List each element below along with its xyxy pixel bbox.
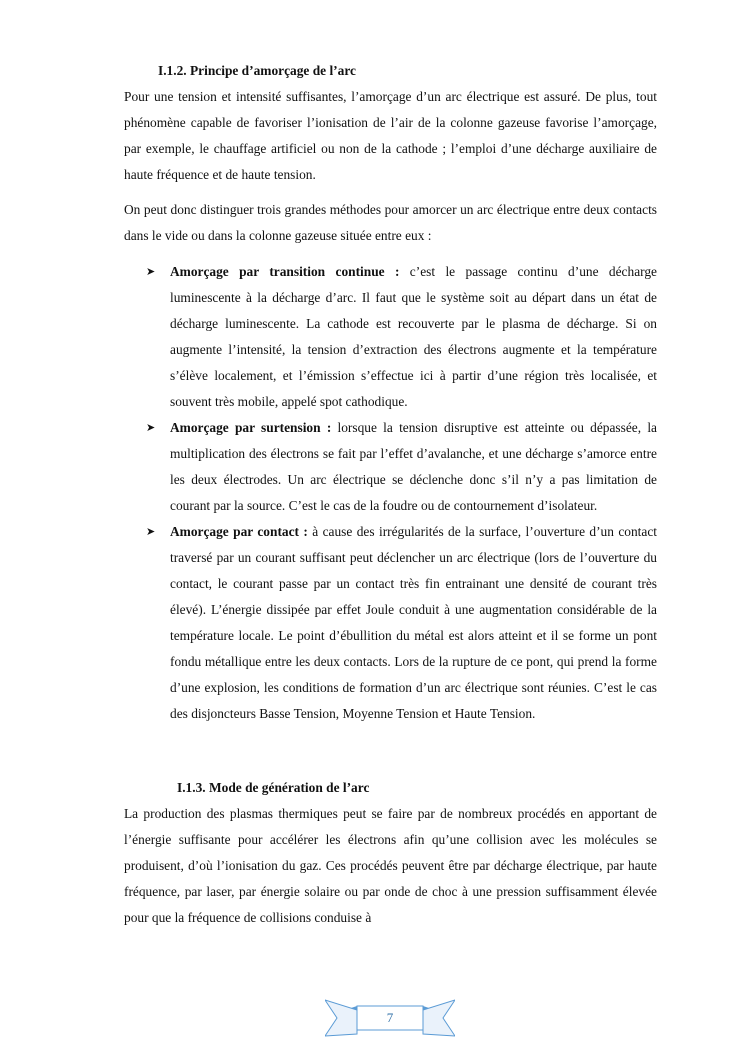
paragraph-plasma-generation: La production des plasmas thermiques peut se faire par de nombreux procédés en apportant de l’énergie suffisante pour accélérer les électrons afin qu’une collision avec les molécules se produisent, d’où l’ionisation du gaz. Ces procédés peuvent être par décharge électrique, par haute fréquence, par laser, par énergie solaire ou par onde de choc à une pression suffisamment élevée pour que la fréquence de collisions conduise à: [124, 806, 657, 925]
list-item: [124, 259, 657, 415]
ignition-methods-list: [124, 259, 657, 727]
list-item-term: Amorçage par transition continue :: [170, 264, 400, 279]
list-item-term: Amorçage par surtension :: [170, 420, 332, 435]
list-item-text: lorsque la tension disruptive est atteinte ou dépassée, la multiplication des électrons se fait par l’effet d’avalanche, et une décharge s’amorce entre les deux électrodes. Un arc électrique se déclenche donc s’il n’y a pas limitation de courant par la source. C’est le cas de la foudre ou de contournement d’isolateur.: [170, 420, 657, 513]
list-item-term: Amorçage par contact :: [170, 524, 308, 539]
arrow-bullet-icon: ➤: [146, 266, 156, 278]
list-item-text: à cause des irrégularités de la surface, l’ouverture d’un contact traversé par un courant suffisant peut déclencher un arc électrique (lors de l’ouverture du contact, le courant passe par un contact très fin entrainant une densité de courant très élevé). L’énergie dissipée par effet Joule conduit à une augmentation considérable de la température locale. Le point d’ébullition du métal est alors atteint et il se forme un pont fondu métallique entre les deux contacts. Lors de la rupture de ce pont, qui prend la forme d’une explosion, les conditions de formation d’un arc électrique sont réunies. C’est le cas des disjoncteurs Basse Tension, Moyenne Tension et Haute Tension.: [170, 524, 658, 721]
document-page: [124, 58, 657, 931]
arrow-bullet-icon: ➤: [146, 526, 156, 538]
list-item-text: c’est le passage continu d’une décharge luminescente à la décharge d’arc. Il faut que le système soit au départ dans un état de décharge luminescente. La cathode est recouverte par le plasma de décharge. Si on augmente l’intensité, la tension d’extraction des électrons augmente et la température s’élève localement, et l’émission s’effectue ici à partir d’une région très localisée, et souvent très mobile, appelé spot cathodique.: [170, 264, 657, 409]
paragraph-three-methods: On peut donc distinguer trois grandes méthodes pour amorcer un arc électrique entre deux contacts dans le vide ou dans la colonne gazeuse située entre eux :: [124, 202, 657, 243]
paragraph-arc-ignition-intro: Pour une tension et intensité suffisantes, l’amorçage d’un arc électrique est assuré. De plus, tout phénomène capable de favoriser l’ionisation de l’air de la colonne gazeuse favorise l’amorçage, par exemple, le chauffage artificiel ou non de la cathode ; l’emploi d’une décharge auxiliaire de haute fréquence et de haute tension.: [124, 89, 657, 182]
section-heading-1-1-3: I.1.3. Mode de génération de l’arc: [177, 780, 370, 795]
list-item: [124, 415, 657, 519]
arrow-bullet-icon: ➤: [146, 422, 156, 434]
section-heading-1-1-2: I.1.2. Principe d’amorçage de l’arc: [158, 63, 356, 78]
list-item: [124, 519, 657, 727]
page-number: 7: [386, 1010, 394, 1025]
